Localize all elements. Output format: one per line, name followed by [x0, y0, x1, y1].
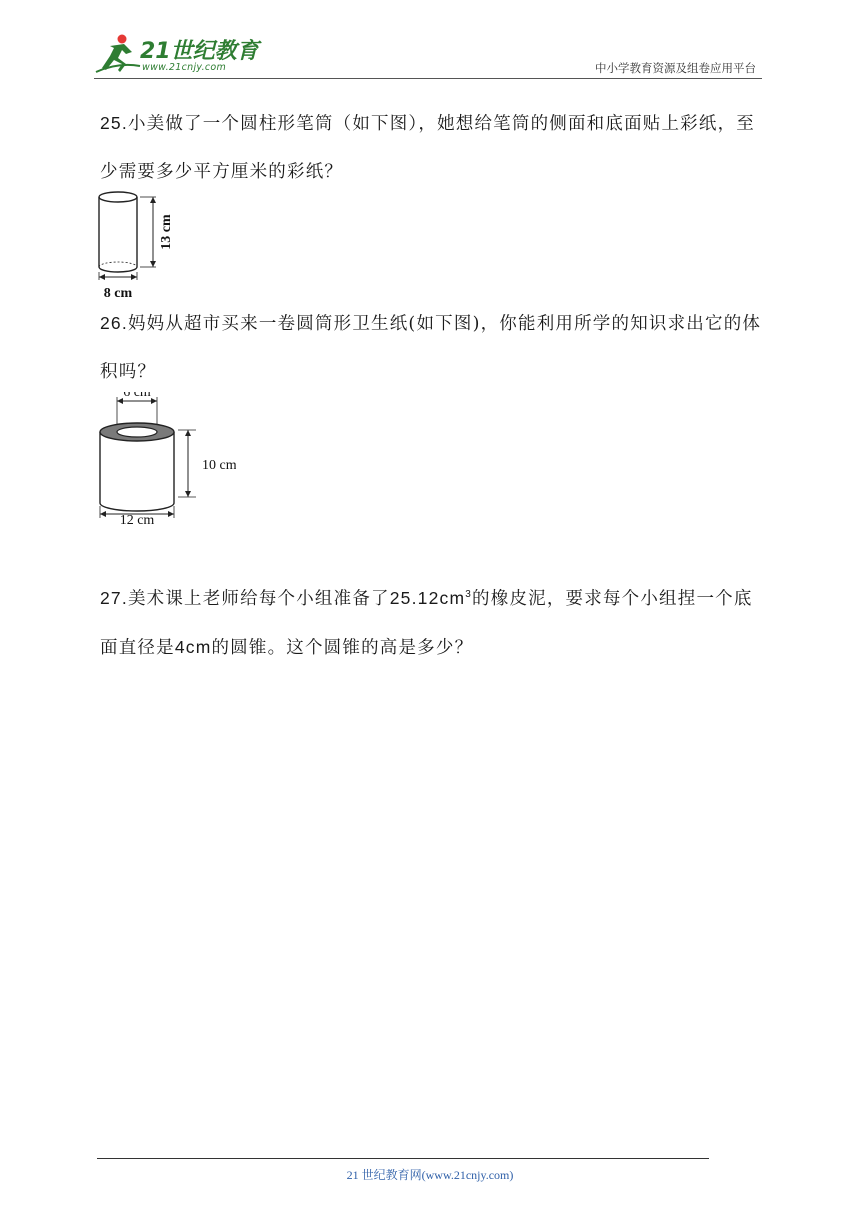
height-label: 10 cm	[202, 458, 236, 473]
footer-text: 21 世纪教育网(www.21cnjy.com)	[346, 1168, 514, 1182]
volume-exponent: 3	[465, 589, 473, 600]
header-tagline: 中小学教育资源及组卷应用平台	[595, 61, 756, 75]
height-label: 13 cm	[159, 214, 174, 250]
question-number: 26.	[100, 313, 128, 333]
question-text: 妈妈从超市买来一卷圆筒形卫生纸(如下图)，你能利用所学的知识求出它的体积吗？	[100, 314, 762, 382]
pen-holder-cylinder-figure	[96, 188, 186, 300]
question-25	[100, 99, 764, 196]
diameter-label: 8 cm	[103, 286, 133, 300]
inner-diameter-label: 6 cm	[123, 392, 151, 400]
volume-value: 25.12cm	[389, 587, 466, 608]
question-26	[100, 299, 764, 396]
question-27	[100, 571, 764, 672]
logo	[92, 32, 262, 78]
question-number: 27.	[100, 587, 128, 608]
header-divider	[94, 78, 762, 79]
question-text: 小美做了一个圆柱形笔筒（如下图），她想给笔筒的侧面和底面贴上彩纸，至少需要多少平方厘米的彩纸？	[100, 114, 755, 182]
footer-divider	[97, 1158, 709, 1159]
logo-text: 21世纪教育	[140, 39, 259, 64]
diameter-value: 4cm	[174, 636, 212, 657]
question-number: 25.	[100, 113, 128, 133]
question-text-part-b: 的橡皮泥，要求每个小组捏一个底面直径是	[100, 588, 753, 658]
question-text-part-c: 的圆锥。这个圆锥的高是多少？	[211, 637, 474, 658]
runner-logo-icon	[92, 32, 144, 76]
page-header	[0, 0, 860, 80]
outer-diameter-label: 12 cm	[119, 513, 155, 526]
logo-url: www.21cnjy.com	[142, 62, 227, 73]
question-text-part-a: 美术课上老师给每个小组准备了	[127, 588, 390, 609]
toilet-roll-figure	[96, 392, 236, 526]
